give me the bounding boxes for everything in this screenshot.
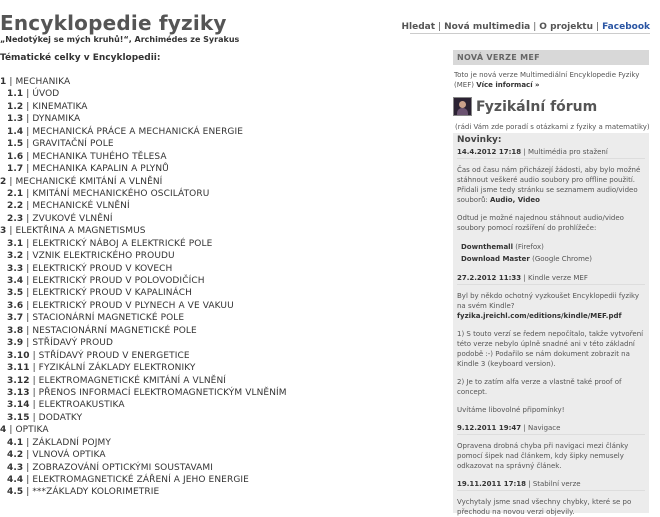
toc-section-link[interactable]: [0, 250, 440, 262]
toc-section-link[interactable]: [0, 486, 440, 498]
toc-separator: |: [23, 276, 33, 286]
toc-separator: |: [23, 164, 33, 175]
toc-separator: |: [23, 288, 33, 299]
toc-section-link[interactable]: [0, 101, 440, 113]
toc-section-link[interactable]: [0, 151, 440, 163]
news-paragraph: [457, 165, 645, 205]
toc-number: 3.11: [7, 363, 30, 374]
toc-label: ELEKTRICKÝ NÁBOJ A ELEKTRICKÉ POLE: [32, 238, 213, 249]
toc-number: 2.2: [7, 201, 24, 212]
toc-label: ZOBRAZOVÁNÍ OPTICKÝMI SOUSTAVAMI: [32, 462, 213, 473]
news-paragraph: 1) S touto verzí se ředem nepočítalo, takže vytvoření této verze nebylo úplně snadné ani v této základní podobě :-) Podařilo se nám dokument zobrazit na Kindle 3 (keyboard version).: [457, 330, 644, 368]
toc-separator: |: [23, 313, 33, 324]
news-paragraph: Vychytaly jsme snad všechny chybky, které se po přechodu na novou verzi objevily.: [457, 498, 632, 516]
new-mef-version-heading: NOVÁ VERZE MEF: [453, 50, 649, 65]
news-tag: Navigace: [527, 424, 561, 432]
nav-new-multimedia-link[interactable]: Nová multimedia: [444, 22, 531, 32]
toc-separator: |: [29, 387, 39, 398]
toc-section-link[interactable]: [0, 350, 440, 362]
nav-separator: |: [438, 22, 442, 32]
toc-number: 3.3: [7, 263, 24, 274]
news-date: 27.2.2012 11:33: [457, 274, 522, 282]
table-of-contents: [0, 76, 440, 499]
toc-separator: |: [23, 201, 33, 212]
news-item-header: 27.2.2012 11:33 | Kindle verze MEF: [457, 273, 645, 285]
nav-separator: |: [533, 22, 537, 32]
toc-separator: |: [23, 114, 33, 125]
toc-number: 1.2: [7, 101, 24, 112]
toc-number: 4.1: [7, 437, 24, 448]
news-paragraph: Uvítáme libovolné připomínky!: [457, 406, 565, 414]
toc-section-link[interactable]: [0, 312, 440, 324]
news-item-header: 19.11.2011 17:18 | Stabilní verze: [457, 479, 645, 491]
toc-number: 4.4: [7, 475, 24, 485]
toc-section-link[interactable]: [0, 213, 440, 225]
toc-label: ÚVOD: [32, 89, 60, 100]
toc-label: STACIONÁRNÍ MAGNETICKÉ POLE: [32, 313, 185, 324]
site-motto: „Nedotýkej se mých kruhů!“, Archimédes ze Syrakus: [0, 35, 240, 44]
toc-label: MECHANICKÉ KMITÁNÍ A VLNĚNÍ: [15, 176, 163, 187]
toc-label: ELEKTRICKÝ PROUD V PLYNECH A VE VAKUU: [32, 300, 234, 311]
news-date: 9.12.2011 19:47: [457, 424, 522, 432]
toc-section-link[interactable]: [0, 474, 440, 486]
mef-more-info-link[interactable]: Více informací »: [476, 81, 540, 89]
toc-number: 3.2: [7, 251, 24, 262]
toc-separator: |: [23, 139, 33, 150]
toc-number: 3.10: [7, 350, 30, 361]
toc-section-link[interactable]: [0, 449, 440, 461]
news-panel: [453, 133, 649, 516]
nav-search-link[interactable]: Hledat: [401, 22, 436, 32]
toc-label: ZVUKOVÉ VLNĚNÍ: [32, 213, 113, 224]
toc-number: 1.5: [7, 139, 24, 150]
news-date: 19.11.2011 17:18: [457, 480, 527, 488]
toc-section-link[interactable]: [0, 325, 440, 337]
toc-number: 1.1: [7, 89, 24, 100]
toc-label: ELEKTRICKÝ PROUD V KAPALINÁCH: [32, 288, 192, 299]
toc-separator: |: [23, 325, 33, 336]
toc-label: ZÁKLADNÍ POJMY: [32, 437, 111, 448]
news-item-header: 14.4.2012 17:18 | Multimédia pro stažení: [457, 147, 645, 159]
header-divider: [410, 33, 650, 34]
toc-number: 3.4: [7, 276, 24, 286]
toc-section-link[interactable]: [0, 138, 440, 150]
toc-section-link[interactable]: [0, 300, 440, 312]
toc-number: 1.4: [7, 126, 24, 137]
toc-number: 2: [0, 176, 7, 187]
news-date: 14.4.2012 17:18: [457, 148, 522, 156]
nav-facebook-link[interactable]: Facebook: [602, 22, 650, 32]
toc-separator: |: [23, 300, 33, 311]
toc-label: ELEKTROMAGNETICKÉ KMITÁNÍ A VLNĚNÍ: [38, 375, 227, 386]
toc-separator: |: [23, 188, 33, 199]
mef-description: Toto je nová verze Multimediální Encyklopedie Fyziky (MEF): [454, 71, 640, 89]
toc-separator: |: [23, 101, 33, 112]
toc-label: STŘÍDAVÝ PROUD: [32, 338, 113, 349]
toc-separator: |: [23, 89, 33, 100]
toc-label: DYNAMIKA: [32, 114, 81, 125]
list-item: [461, 253, 645, 265]
toc-number: 4.2: [7, 450, 24, 461]
toc-separator: |: [6, 77, 16, 87]
toc-separator: |: [23, 263, 33, 274]
toc-separator: |: [23, 437, 33, 448]
news-item-header: 9.12.2011 19:47 | Navigace: [457, 423, 645, 435]
toc-label: PŘENOS INFORMACÍ ELEKTROMAGNETICKÝM VLNĚNÍM: [38, 387, 287, 398]
new-mef-version-text: [453, 65, 649, 90]
toc-label: STŘÍDAVÝ PROUD V ENERGETICE: [38, 350, 190, 361]
toc-chapter-link[interactable]: [0, 424, 440, 436]
sidebar: [453, 50, 649, 90]
toc-label: ELEKTRICKÝ PROUD V KOVECH: [32, 263, 173, 274]
toc-label: MECHANIKA KAPALIN A PLYNŮ: [32, 164, 169, 175]
toc-label: ***ZÁKLADY KOLORIMETRIE: [32, 487, 160, 498]
toc-separator: |: [6, 425, 16, 436]
toc-section-link[interactable]: [0, 387, 440, 399]
toc-section-link[interactable]: [0, 337, 440, 349]
toc-number: 3.9: [7, 338, 24, 349]
toc-label: MECHANIKA TUHÉHO TĚLESA: [32, 151, 167, 162]
toc-label: VLNOVÁ OPTIKA: [32, 450, 106, 461]
toc-label: ELEKTROMAGNETICKÉ ZÁŘENÍ A JEHO ENERGIE: [32, 475, 249, 485]
toc-separator: |: [23, 213, 33, 224]
toc-separator: |: [23, 487, 33, 498]
nav-separator: |: [596, 22, 600, 32]
toc-number: 3.6: [7, 300, 24, 311]
news-paragraph: Odtud je možné najednou stáhnout audio/video soubory pomocí rozšíření do prohlížeče:: [457, 214, 624, 232]
toc-label: DODATKY: [38, 412, 83, 423]
news-paragraph: 2) Je to zatím alfa verze a vlastně také proof of concept.: [457, 378, 622, 396]
toc-chapter-link[interactable]: [0, 176, 440, 188]
toc-separator: |: [23, 151, 33, 162]
nav-about-link[interactable]: O projektu: [539, 22, 594, 32]
news-paragraph: Opravena drobná chyba při navigaci mezi články pomocí šipek nad článkem, kdy šipky nemusely odkazovat na správný článek.: [457, 442, 629, 470]
toc-label: MECHANIKA: [15, 77, 71, 87]
toc-section-link[interactable]: [0, 362, 440, 374]
download-extension-list: [457, 241, 645, 265]
forum-subtitle: (rádi Vám zde poradí s otázkami z fyziky a matematiky): [455, 123, 650, 131]
toc-separator: |: [23, 126, 33, 137]
news-heading: Novinky:: [457, 135, 502, 145]
toc-label: ELEKTŘINA A MAGNETISMUS: [15, 226, 146, 237]
downthemall-link[interactable]: Downthemall: [461, 243, 513, 251]
toc-label: NESTACIONÁRNÍ MAGNETICKÉ POLE: [32, 325, 197, 336]
toc-label: OPTIKA: [15, 425, 49, 436]
toc-label: ELEKTROAKUSTIKA: [38, 400, 125, 411]
site-title[interactable]: Encyklopedie fyziky: [0, 11, 227, 35]
toc-section-link[interactable]: [0, 462, 440, 474]
toc-separator: |: [23, 462, 33, 473]
toc-label: KINEMATIKA: [32, 101, 88, 112]
toc-number: 3.8: [7, 325, 24, 336]
toc-number: 3: [0, 226, 7, 237]
forum-title-link[interactable]: Fyzikální fórum: [476, 99, 598, 115]
toc-section-link[interactable]: [0, 437, 440, 449]
toc-section-link[interactable]: [0, 263, 440, 275]
kindle-pdf-link[interactable]: fyzika.jreichl.com/editions/kindle/MEF.pdf: [457, 312, 622, 320]
toc-label: ELEKTRICKÝ PROUD V POLOVODIČÍCH: [32, 276, 205, 286]
toc-separator: |: [29, 375, 39, 386]
toc-section-link[interactable]: [0, 88, 440, 100]
forum-avatar-icon: [453, 97, 472, 116]
toc-number: 3.12: [7, 375, 30, 386]
toc-number: 3.5: [7, 288, 24, 299]
toc-number: 4.3: [7, 462, 24, 473]
toc-separator: |: [29, 400, 39, 411]
news-paragraph: [457, 291, 645, 321]
toc-label: FYZIKÁLNÍ ZÁKLADY ELEKTRONIKY: [38, 363, 196, 374]
toc-number: 3.15: [7, 412, 30, 423]
toc-separator: |: [29, 412, 39, 423]
news-text: Byl by někdo ochotný vyzkoušet Encyklopedii fyziky na svém Kindle?: [457, 292, 639, 310]
toc-section-link[interactable]: [0, 375, 440, 387]
toc-separator: |: [23, 238, 33, 249]
toc-separator: |: [23, 251, 33, 262]
browser-note: (Firefox): [515, 243, 544, 251]
toc-separator: |: [6, 176, 16, 187]
toc-number: 4.5: [7, 487, 24, 498]
forum-header[interactable]: [453, 97, 649, 119]
toc-section-link[interactable]: [0, 163, 440, 175]
toc-section-link[interactable]: [0, 200, 440, 212]
toc-number: 2.1: [7, 188, 24, 199]
toc-number: 4: [0, 425, 7, 436]
news-tag: Multimédia pro stažení: [527, 148, 608, 156]
list-item: [461, 241, 645, 253]
toc-number: 3.14: [7, 400, 30, 411]
toc-number: 1: [0, 77, 7, 87]
toc-separator: |: [23, 338, 33, 349]
toc-separator: |: [23, 475, 33, 485]
toc-separator: |: [29, 363, 39, 374]
toc-number: 3.1: [7, 238, 24, 249]
toc-section-link[interactable]: [0, 399, 440, 411]
news-tag: Kindle verze MEF: [527, 274, 588, 282]
toc-section-link[interactable]: [0, 188, 440, 200]
toc-number: 2.3: [7, 213, 24, 224]
toc-label: MECHANICKÁ PRÁCE A MECHANICKÁ ENERGIE: [32, 126, 244, 137]
toc-chapter-link[interactable]: [0, 225, 440, 237]
toc-separator: |: [29, 350, 39, 361]
toc-number: 3.13: [7, 387, 30, 398]
toc-label: KMITÁNÍ MECHANICKÉHO OSCILÁTORU: [32, 188, 210, 199]
toc-section-link[interactable]: [0, 238, 440, 250]
browser-note: (Google Chrome): [532, 255, 592, 263]
toc-section-link[interactable]: [0, 287, 440, 299]
news-tag: Stabilní verze: [532, 480, 581, 488]
news-text: Čas od času nám přicházejí žádosti, aby bylo možné stáhnout veškeré audio soubory pro offline použití. Přidali jsme tedy stránku se seznamem audio/video souborů:: [457, 166, 641, 204]
toc-heading: Tématické celky v Encyklopedii:: [0, 53, 161, 63]
toc-chapter-link[interactable]: [0, 76, 440, 88]
download-master-link[interactable]: Download Master: [461, 255, 530, 263]
toc-section-link[interactable]: [0, 412, 440, 424]
toc-number: 1.3: [7, 114, 24, 125]
toc-label: MECHANICKÉ VLNĚNÍ: [32, 201, 130, 212]
toc-number: 1.6: [7, 151, 24, 162]
toc-section-link[interactable]: [0, 113, 440, 125]
audio-video-link[interactable]: Audio, Video: [490, 196, 540, 204]
toc-separator: |: [6, 226, 16, 237]
toc-label: GRAVITAČNÍ POLE: [32, 139, 114, 150]
toc-section-link[interactable]: [0, 275, 440, 287]
toc-section-link[interactable]: [0, 126, 440, 138]
toc-number: 1.7: [7, 164, 24, 175]
toc-separator: |: [23, 450, 33, 461]
top-navigation: [402, 22, 651, 32]
toc-number: 3.7: [7, 313, 24, 324]
toc-label: VZNIK ELEKTRICKÉHO PROUDU: [32, 251, 175, 262]
